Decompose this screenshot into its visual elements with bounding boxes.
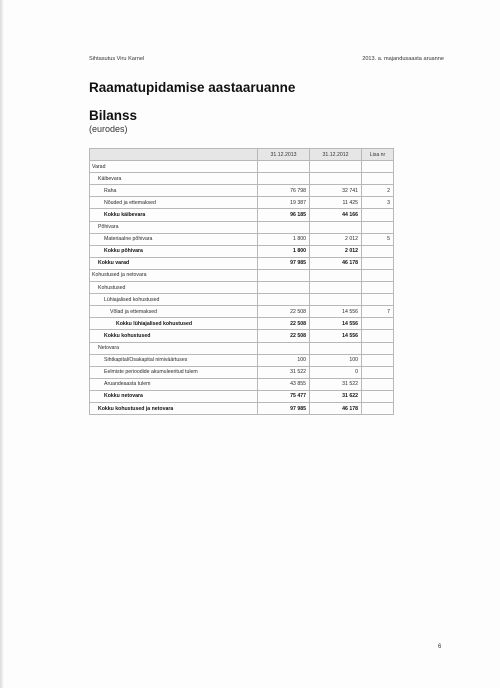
cell-note	[362, 390, 394, 402]
cell-2013: 76 798	[258, 185, 310, 197]
cell-2013: 97 985	[258, 402, 310, 414]
cell-2012: 2 012	[310, 245, 362, 257]
row-label: Aruandeaasta tulem	[90, 378, 258, 390]
cell-2013: 1 800	[258, 233, 310, 245]
row-label: Materiaalne põhivara	[90, 233, 258, 245]
cell-note	[362, 342, 394, 354]
cell-note	[362, 221, 394, 233]
cell-2012: 14 556	[310, 318, 362, 330]
row-label: Lühiajalised kohustused	[90, 294, 258, 306]
cell-note	[362, 402, 394, 414]
row-label: Nõuded ja ettemaksed	[90, 197, 258, 209]
cell-2012: 0	[310, 366, 362, 378]
cell-2012	[310, 161, 362, 173]
table-row	[90, 185, 394, 197]
table-row	[90, 209, 394, 221]
cell-2012: 31 522	[310, 378, 362, 390]
cell-2012: 11 425	[310, 197, 362, 209]
cell-2012: 46 178	[310, 257, 362, 269]
cell-2012: 31 622	[310, 390, 362, 402]
cell-2012: 2 012	[310, 233, 362, 245]
cell-2013: 22 508	[258, 318, 310, 330]
column-header-label	[90, 149, 258, 161]
cell-2013: 43 855	[258, 378, 310, 390]
cell-2012	[310, 269, 362, 281]
table-body	[90, 161, 394, 415]
row-label: Netovara	[90, 342, 258, 354]
row-label: Kokku lühiajalised kohustused	[90, 318, 258, 330]
table-header-row	[90, 149, 394, 161]
cell-note: 7	[362, 306, 394, 318]
table-row	[90, 173, 394, 185]
table-row	[90, 269, 394, 281]
row-label: Kohustused ja netovara	[90, 269, 258, 281]
row-label: Eelmiste perioodide akumuleeritud tulem	[90, 366, 258, 378]
table-row	[90, 161, 394, 173]
document-title: Raamatupidamise aastaaruanne	[89, 80, 296, 95]
row-label: Kokku käibevara	[90, 209, 258, 221]
cell-2013: 97 985	[258, 257, 310, 269]
table-row	[90, 330, 394, 342]
cell-note	[362, 282, 394, 294]
header-organization: Sihtasutus Viru Karnel	[89, 56, 145, 62]
cell-note	[362, 269, 394, 281]
row-label: Kokku netovara	[90, 390, 258, 402]
table-row	[90, 245, 394, 257]
row-label: Kokku kohustused ja netovara	[90, 402, 258, 414]
page-number: 6	[438, 644, 442, 650]
row-label: Kohustused	[90, 282, 258, 294]
column-header-note: Lisa nr	[362, 149, 394, 161]
cell-note	[362, 330, 394, 342]
cell-2013	[258, 269, 310, 281]
cell-2012	[310, 221, 362, 233]
table-row	[90, 197, 394, 209]
cell-2013	[258, 294, 310, 306]
row-label: Raha	[90, 185, 258, 197]
row-label: Varad	[90, 161, 258, 173]
cell-2013: 100	[258, 354, 310, 366]
balance-sheet-table	[89, 148, 394, 415]
cell-2013	[258, 342, 310, 354]
cell-note: 3	[362, 197, 394, 209]
cell-note	[362, 366, 394, 378]
cell-2013	[258, 161, 310, 173]
cell-2013: 1 800	[258, 245, 310, 257]
cell-note: 2	[362, 185, 394, 197]
table-row	[90, 342, 394, 354]
cell-note: 5	[362, 233, 394, 245]
table-row	[90, 294, 394, 306]
table-row	[90, 306, 394, 318]
cell-note	[362, 161, 394, 173]
table-row	[90, 318, 394, 330]
cell-2013: 22 508	[258, 330, 310, 342]
cell-note	[362, 294, 394, 306]
cell-note	[362, 378, 394, 390]
row-label: Käibevara	[90, 173, 258, 185]
cell-2012: 100	[310, 354, 362, 366]
header-report-name: 2013. a. majandusaasta aruanne	[362, 56, 444, 62]
cell-2013: 19 387	[258, 197, 310, 209]
table-row	[90, 378, 394, 390]
table-row	[90, 354, 394, 366]
cell-2012: 32 741	[310, 185, 362, 197]
section-subtitle: (eurodes)	[89, 124, 128, 134]
table-row	[90, 257, 394, 269]
cell-2013: 75 477	[258, 390, 310, 402]
cell-2012: 46 178	[310, 402, 362, 414]
cell-2013: 96 185	[258, 209, 310, 221]
cell-2012: 14 556	[310, 306, 362, 318]
cell-2012	[310, 173, 362, 185]
table-row	[90, 221, 394, 233]
row-label: Kokku põhivara	[90, 245, 258, 257]
cell-note	[362, 318, 394, 330]
cell-2013	[258, 173, 310, 185]
cell-note	[362, 245, 394, 257]
row-label: Sihtkapital/Osakapital nimiväärtuses	[90, 354, 258, 366]
section-title: Bilanss	[89, 108, 138, 123]
cell-note	[362, 209, 394, 221]
row-label: Kokku varad	[90, 257, 258, 269]
table-row	[90, 233, 394, 245]
table-row	[90, 282, 394, 294]
cell-2013	[258, 282, 310, 294]
cell-2012: 14 556	[310, 330, 362, 342]
cell-note	[362, 354, 394, 366]
cell-2013: 22 508	[258, 306, 310, 318]
table-row	[90, 402, 394, 414]
cell-2012: 44 166	[310, 209, 362, 221]
row-label: Kokku kohustused	[90, 330, 258, 342]
table-row	[90, 366, 394, 378]
column-header-2013: 31.12.2013	[258, 149, 310, 161]
cell-2012	[310, 294, 362, 306]
scan-edge-shadow	[0, 0, 4, 688]
cell-note	[362, 257, 394, 269]
cell-note	[362, 173, 394, 185]
table-row	[90, 390, 394, 402]
row-label: Võlad ja ettemaksed	[90, 306, 258, 318]
cell-2012	[310, 282, 362, 294]
cell-2013: 31 522	[258, 366, 310, 378]
cell-2012	[310, 342, 362, 354]
row-label: Põhivara	[90, 221, 258, 233]
cell-2013	[258, 221, 310, 233]
column-header-2012: 31.12.2012	[310, 149, 362, 161]
